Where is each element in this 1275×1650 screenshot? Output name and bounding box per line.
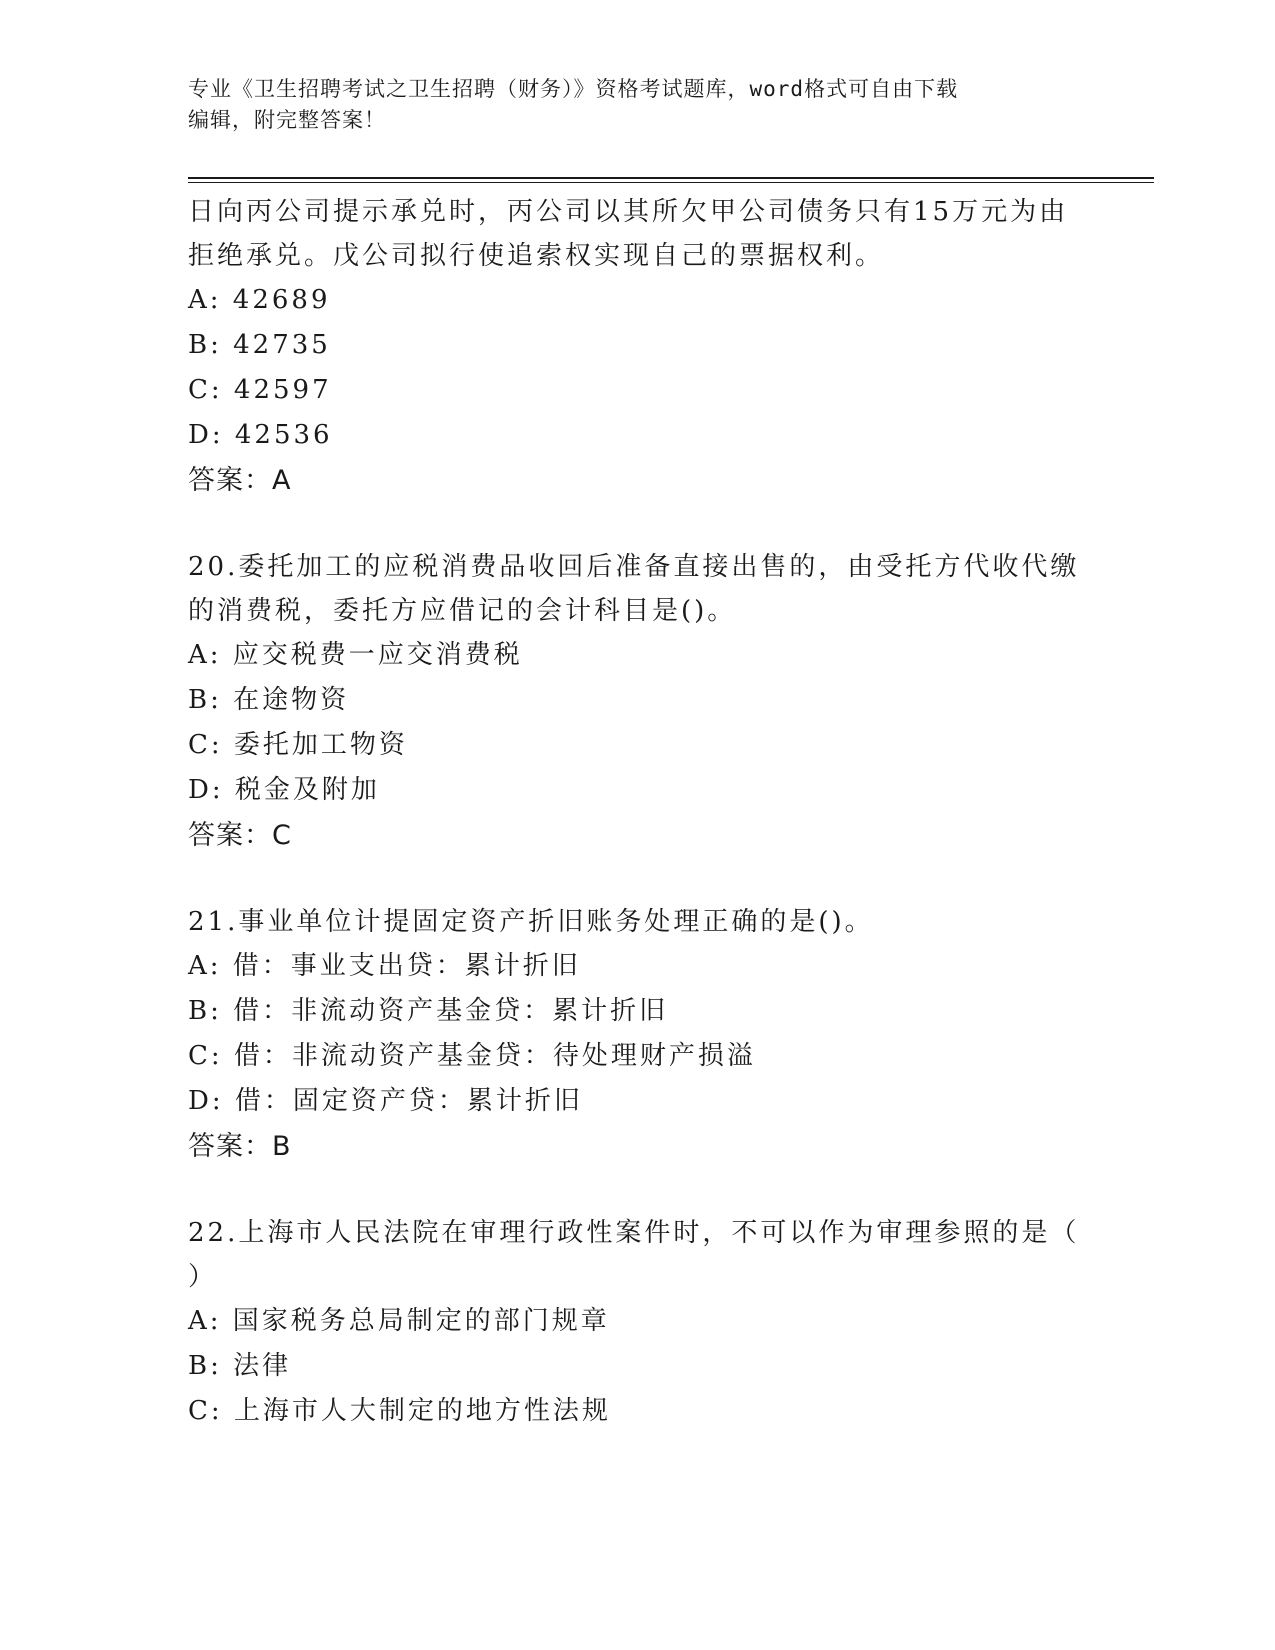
question-19-option-c: C: 42597 (188, 375, 332, 405)
question-21-answer: 答案：B (188, 1131, 292, 1162)
question-21-option-c: C: 借：非流动资产基金贷：待处理财产损溢 (188, 1041, 756, 1071)
document-header (188, 74, 1088, 136)
question-19-option-b: B: 42735 (188, 330, 331, 360)
question-22-option-b: B: 法律 (188, 1351, 292, 1381)
question-19-stem-line-2: 拒绝承兑。戊公司拟行使追索权实现自己的票据权利。 (188, 241, 885, 271)
question-22 (188, 1211, 1088, 1434)
question-21-option-d: D: 借：固定资产贷：累计折旧 (188, 1086, 583, 1116)
question-20-option-b: B: 在途物资 (188, 685, 350, 715)
question-spacer (188, 1170, 1088, 1211)
header-divider-thick (188, 177, 1154, 179)
question-21-option-b: B: 借：非流动资产基金贷：累计折旧 (188, 996, 669, 1026)
question-22-option-a: A: 国家税务总局制定的部门规章 (188, 1306, 610, 1336)
question-22-stem-line-1: 22.上海市人民法院在审理行政性案件时，不可以作为审理参照的是（ (188, 1218, 1080, 1248)
question-20 (188, 545, 1088, 859)
question-spacer (188, 504, 1088, 545)
question-22-stem-line-2: ） (188, 1262, 218, 1292)
header-divider-thin (188, 182, 1154, 183)
question-20-answer: 答案：C (188, 820, 292, 851)
question-19-stem-line-1: 日向丙公司提示承兑时，丙公司以其所欠甲公司债务只有15万元为由 (188, 197, 1069, 227)
question-21 (188, 900, 1088, 1170)
header-line-2: 编辑，附完整答案！ (188, 108, 386, 132)
question-19-answer: 答案：A (188, 465, 292, 496)
question-20-option-d: D: 税金及附加 (188, 775, 380, 805)
question-19-option-a: A: 42689 (188, 285, 331, 315)
question-20-stem-line-2: 的消费税，委托方应借记的会计科目是()。 (188, 596, 737, 626)
question-21-stem-line-1: 21.事业单位计提固定资产折旧账务处理正确的是()。 (188, 907, 874, 937)
question-20-option-c: C: 委托加工物资 (188, 730, 408, 760)
question-spacer (188, 859, 1088, 900)
header-line-1: 专业《卫生招聘考试之卫生招聘（财务）》资格考试题库，word格式可自由下载 (188, 77, 959, 101)
question-20-option-a: A: 应交税费一应交消费税 (188, 640, 523, 670)
question-list (188, 190, 1088, 1434)
question-19 (188, 190, 1088, 504)
question-22-option-c: C: 上海市人大制定的地方性法规 (188, 1396, 611, 1426)
question-19-option-d: D: 42536 (188, 420, 333, 450)
question-20-stem-line-1: 20.委托加工的应税消费品收回后准备直接出售的，由受托方代收代缴 (188, 552, 1080, 582)
question-21-option-a: A: 借：事业支出贷：累计折旧 (188, 951, 581, 981)
